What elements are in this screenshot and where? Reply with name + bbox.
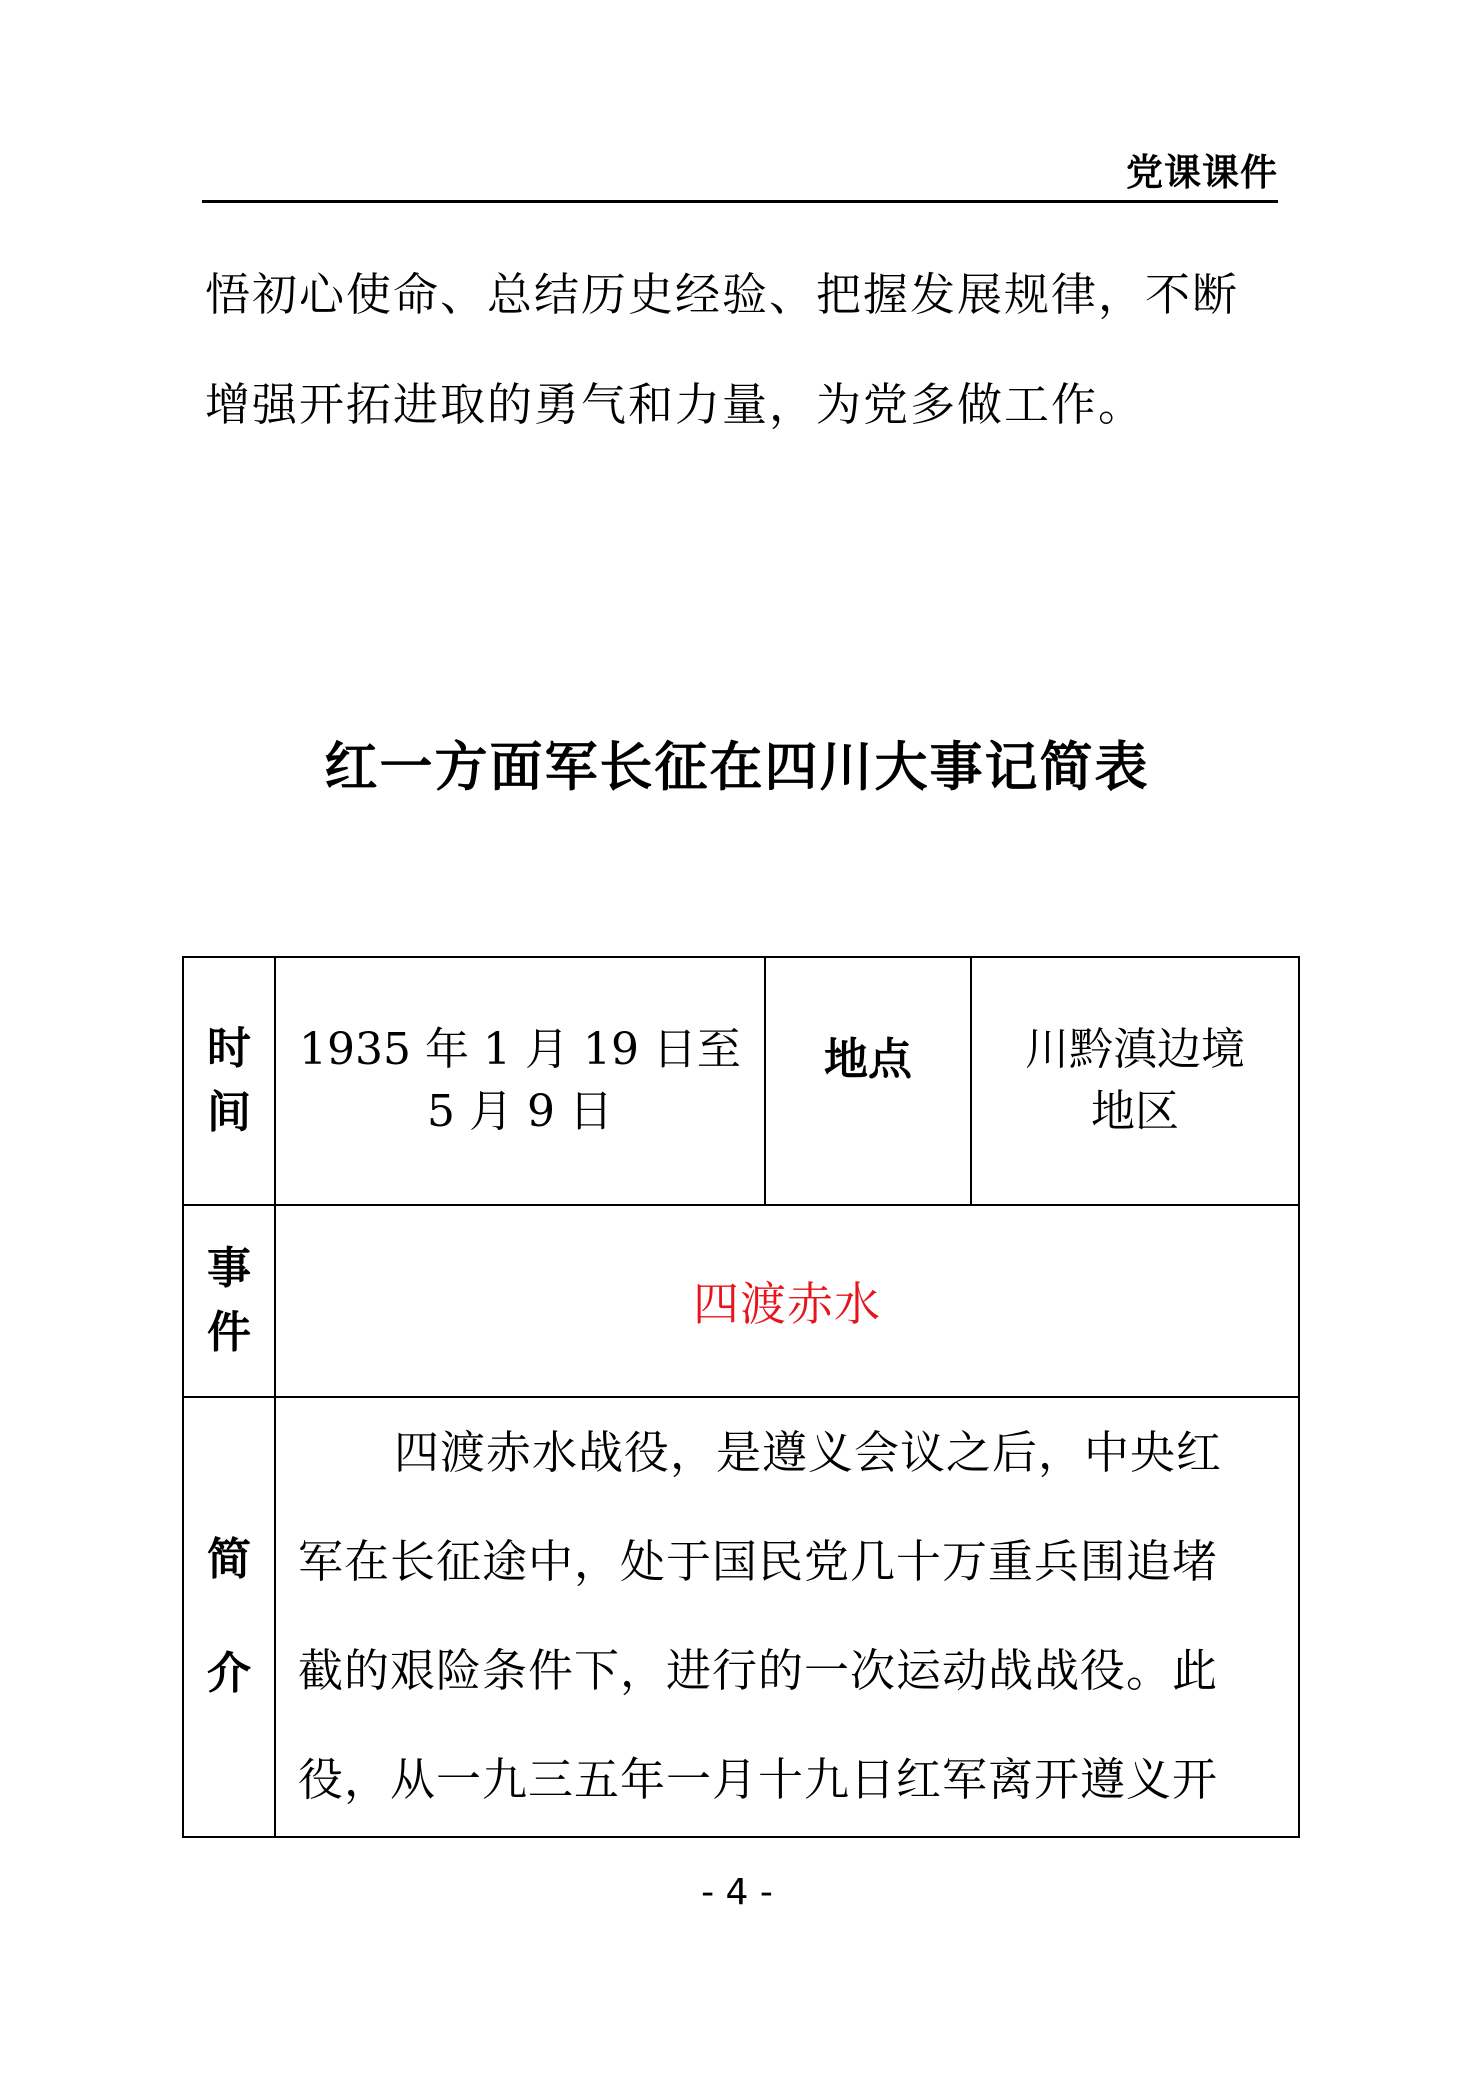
intro-text-cell (275, 1397, 1299, 1837)
event-name-cell (275, 1205, 1299, 1397)
body-line: 悟初心使命、总结历史经验、把握发展规律，不断 (205, 268, 1240, 321)
intro-label-cell (183, 1397, 275, 1837)
table-row-time-place (183, 957, 1299, 1205)
place-value-line: 地区 (1091, 1086, 1179, 1137)
time-label-char: 间 (207, 1087, 251, 1138)
intro-label-char: 介 (207, 1648, 251, 1699)
table-row-intro (183, 1397, 1299, 1837)
place-value-line: 川黔滇边境 (1025, 1024, 1245, 1075)
intro-line: 四渡赤水战役，是遵义会议之后，中央红 (394, 1426, 1223, 1479)
page-number: - 4 - (701, 1872, 773, 1913)
event-label-char: 件 (207, 1307, 251, 1358)
time-label-cell (183, 957, 275, 1205)
time-value-line: 5 月 9 日 (427, 1086, 613, 1137)
place-label-cell (765, 957, 971, 1205)
event-name: 四渡赤水 (693, 1277, 881, 1331)
intro-line: 役，从一九三五年一月十九日红军离开遵义开 (298, 1753, 1219, 1806)
event-label-cell (183, 1205, 275, 1397)
place-value-cell (971, 957, 1299, 1205)
time-value-cell (275, 957, 765, 1205)
document-title: 红一方面军长征在四川大事记简表 (324, 737, 1150, 798)
event-label-char: 事 (207, 1243, 251, 1294)
header-divider (202, 200, 1278, 203)
table-row-event (183, 1205, 1299, 1397)
time-value-line: 1935 年 1 月 19 日至 (299, 1024, 741, 1075)
intro-label-char: 简 (207, 1534, 251, 1585)
intro-line: 截的艰险条件下，进行的一次运动战战役。此 (298, 1644, 1219, 1697)
time-label-char: 时 (207, 1023, 251, 1074)
body-line: 增强开拓进取的勇气和力量，为党多做工作。 (205, 378, 1146, 431)
document-category-label: 党课课件 (1126, 151, 1278, 194)
intro-line: 军在长征途中，处于国民党几十万重兵围追堵 (298, 1535, 1219, 1588)
body-paragraph (205, 240, 1277, 460)
events-table (182, 956, 1300, 1838)
place-label-text: 地点 (824, 1034, 912, 1085)
